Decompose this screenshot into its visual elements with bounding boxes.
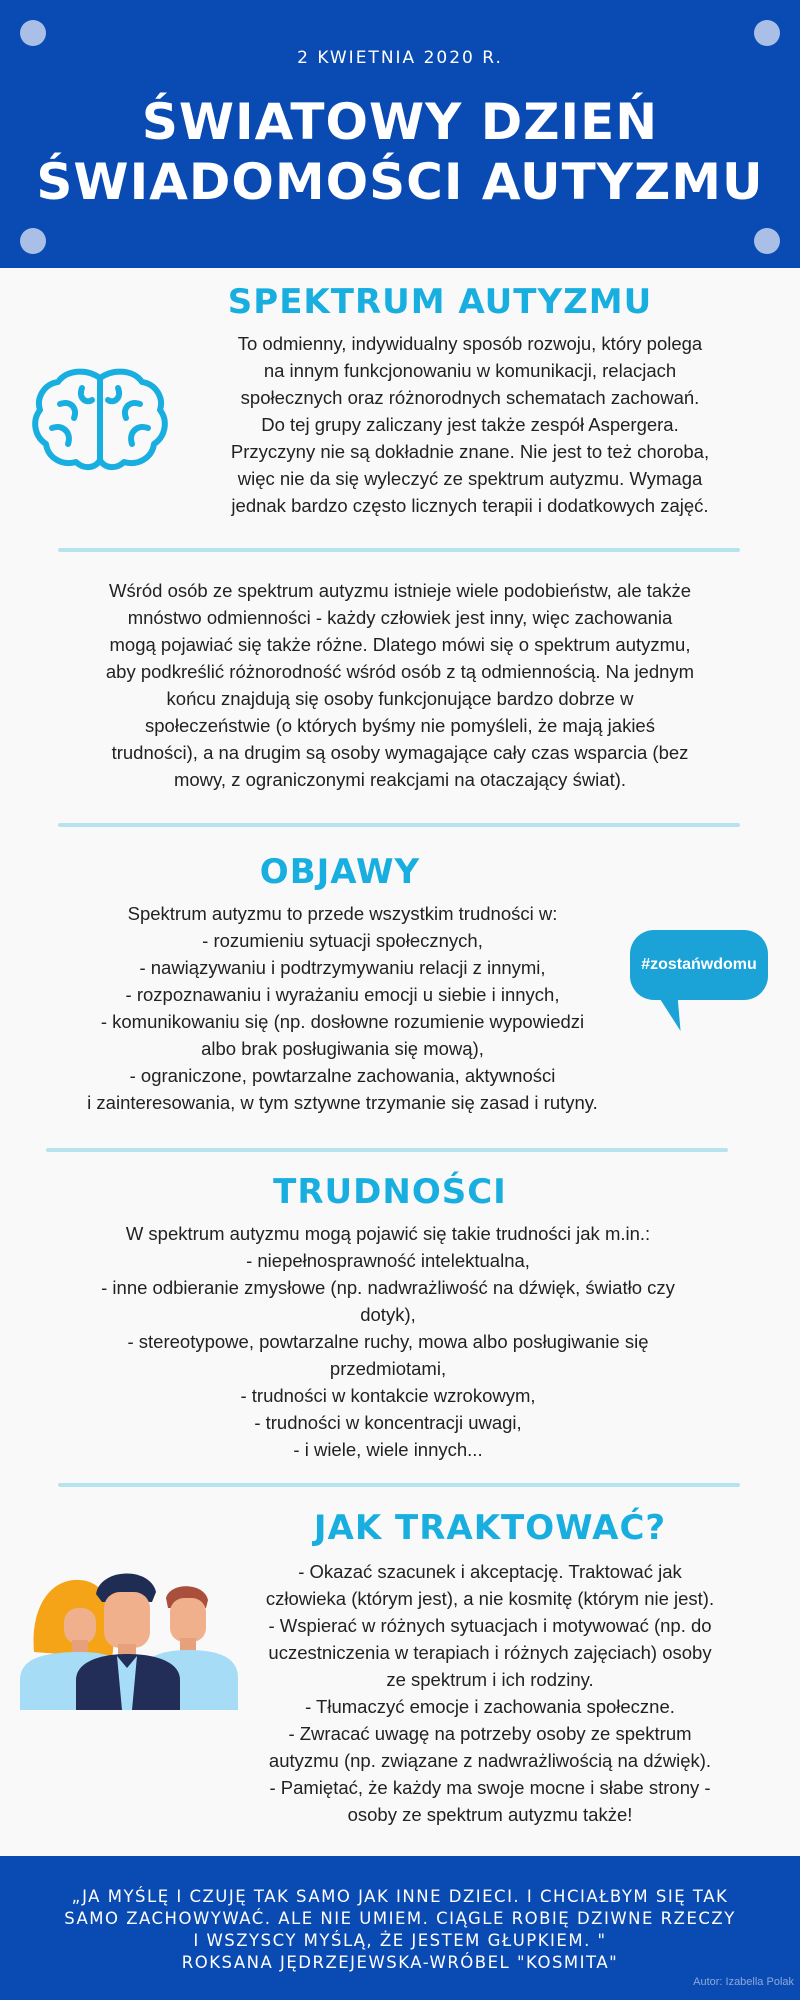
corner-dot bbox=[754, 228, 780, 254]
objawy-text bbox=[30, 900, 655, 1116]
corner-dot bbox=[754, 20, 780, 46]
page-title-line: ŚWIATOWY DZIEŃ bbox=[141, 93, 659, 151]
text-line: - Pamiętać, że każdy ma swoje mocne i słabe strony - bbox=[269, 1777, 711, 1798]
text-line: na innym funkcjonowaniu w komunikacji, relacjach bbox=[263, 360, 677, 381]
text-line: - i wiele, wiele innych... bbox=[293, 1439, 483, 1460]
trudnosci-text bbox=[38, 1220, 738, 1463]
text-line: Przyczyny nie są dokładnie znane. Nie jest to też choroba, bbox=[230, 441, 710, 462]
text-line: społecznych oraz różnorodnych schematach zachowań. bbox=[240, 387, 700, 408]
jak-traktowac-text bbox=[205, 1558, 775, 1828]
text-line: autyzmu (np. związane z nadwrażliwością na dźwięk). bbox=[268, 1750, 712, 1771]
section-divider bbox=[58, 823, 740, 827]
text-line: trudności), a na drugim są osoby wymagające cały czas wsparcia (bez bbox=[111, 742, 689, 763]
section-title-trudnosci: TRUDNOŚCI bbox=[273, 1172, 507, 1212]
roznorodnosc-text bbox=[40, 577, 760, 793]
page-title-line: ŚWIADOMOŚCI AUTYZMU bbox=[36, 153, 764, 211]
text-line: przedmiotami, bbox=[329, 1358, 447, 1379]
corner-dot bbox=[20, 20, 46, 46]
text-line: Do tej grupy zaliczany jest także zespół Aspergera. bbox=[261, 414, 679, 435]
section-divider bbox=[58, 548, 740, 552]
text-line: - inne odbieranie zmysłowe (np. nadwrażliwość na dźwięk, światło czy bbox=[101, 1277, 675, 1298]
text-line: społeczeństwie (o których byśmy nie pomyśleli, że mają jakieś bbox=[145, 715, 655, 736]
corner-dot bbox=[20, 228, 46, 254]
page-title bbox=[0, 92, 800, 212]
text-line: - Wspierać w różnych sytuacjach i motywować (np. do bbox=[268, 1615, 712, 1636]
hashtag-speech-bubble: #zostańwdomu bbox=[630, 930, 768, 1000]
text-line: albo brak posługiwania się mową), bbox=[201, 1038, 484, 1059]
text-line: jednak bardzo często licznych terapii i dodatkowych zajęć. bbox=[231, 495, 709, 516]
text-line: To odmienny, indywidualny sposób rozwoju, który polega bbox=[237, 333, 703, 354]
footer-quote bbox=[20, 1886, 780, 1974]
section-divider bbox=[46, 1148, 728, 1152]
quote-line: ROKSANA JĘDRZEJEWSKA-WRÓBEL "KOSMITA" bbox=[181, 1953, 619, 1972]
text-line: mowy, z ograniczonymi reakcjami na otaczający świat). bbox=[173, 769, 627, 790]
text-line: - komunikowaniu się (np. dosłowne rozumienie wypowiedzi bbox=[100, 1011, 585, 1032]
text-line: Spektrum autyzmu to przede wszystkim trudności w: bbox=[127, 903, 558, 924]
speech-bubble-tail bbox=[657, 995, 690, 1031]
spektrum-text bbox=[170, 330, 770, 519]
brain-icon bbox=[30, 364, 170, 476]
text-line: - stereotypowe, powtarzalne ruchy, mowa albo posługiwanie się bbox=[127, 1331, 649, 1352]
text-line: - niepełnosprawność intelektualna, bbox=[246, 1250, 530, 1271]
text-line: - Okazać szacunek i akceptację. Traktować jak bbox=[298, 1561, 682, 1582]
text-line: końcu znajdują się osoby funkcjonujące bardzo dobrze w bbox=[166, 688, 634, 709]
text-line: mnóstwo odmienności - każdy człowiek jest inny, więc zachowania bbox=[127, 607, 673, 628]
text-line: - ograniczone, powtarzalne zachowania, aktywności bbox=[129, 1065, 556, 1086]
text-line: mogą pojawiać się także różne. Dlatego mówi się o spektrum autyzmu, bbox=[109, 634, 691, 655]
text-line: - nawiązywaniu i podtrzymywaniu relacji z innymi, bbox=[139, 957, 546, 978]
text-line: Wśród osób ze spektrum autyzmu istnieje wiele podobieństw, ale także bbox=[108, 580, 691, 601]
header-banner bbox=[0, 0, 800, 268]
text-line: i zainteresowania, w tym sztywne trzymanie się zasad i rutyny. bbox=[87, 1092, 598, 1113]
section-title-objawy: OBJAWY bbox=[259, 852, 421, 892]
text-line: - Tłumaczyć emocje i zachowania społeczne. bbox=[305, 1696, 675, 1717]
section-title-spektrum: SPEKTRUM AUTYZMU bbox=[227, 282, 653, 322]
quote-line: SAMO ZACHOWYWAĆ. ALE NIE UMIEM. CIĄGLE ROBIĘ DZIWNE RZECZY bbox=[64, 1909, 736, 1928]
text-line: W spektrum autyzmu mogą pojawić się takie trudności jak m.in.: bbox=[125, 1223, 651, 1244]
text-line: dotyk), bbox=[360, 1304, 416, 1325]
text-line: uczestniczenia w terapiach i różnych zajęciach) osoby bbox=[268, 1642, 712, 1663]
quote-line: „JA MYŚLĘ I CZUJĘ TAK SAMO JAK INNE DZIECI. I CHCIAŁBYM SIĘ TAK bbox=[71, 1887, 729, 1906]
quote-line: I WSZYSCY MYŚLĄ, ŻE JESTEM GŁUPKIEM. " bbox=[193, 1931, 607, 1950]
text-line: człowieka (którym jest), a nie kosmitę (którym nie jest). bbox=[265, 1588, 715, 1609]
text-line: - trudności w kontakcie wzrokowym, bbox=[240, 1385, 536, 1406]
text-line: - trudności w koncentracji uwagi, bbox=[254, 1412, 522, 1433]
text-line: ze spektrum i ich rodziny. bbox=[386, 1669, 594, 1690]
section-title-jak-traktowac: JAK TRAKTOWAĆ? bbox=[313, 1508, 667, 1548]
text-line: - rozpoznawaniu i wyrażaniu emocji u siebie i innych, bbox=[125, 984, 560, 1005]
event-date: 2 KWIETNIA 2020 R. bbox=[297, 48, 503, 68]
author-credit: Autor: Izabella Polak bbox=[693, 1976, 794, 1988]
text-line: aby podkreślić różnorodność wśród osób z tą odmiennością. Na jednym bbox=[105, 661, 695, 682]
text-line: - rozumieniu sytuacji społecznych, bbox=[202, 930, 483, 951]
text-line: - Zwracać uwagę na potrzeby osoby ze spektrum bbox=[288, 1723, 692, 1744]
footer-banner bbox=[0, 1856, 800, 2000]
text-line: osoby ze spektrum autyzmu także! bbox=[347, 1804, 633, 1825]
section-divider bbox=[58, 1483, 740, 1487]
text-line: więc nie da się wyleczyć ze spektrum autyzmu. Wymaga bbox=[237, 468, 703, 489]
